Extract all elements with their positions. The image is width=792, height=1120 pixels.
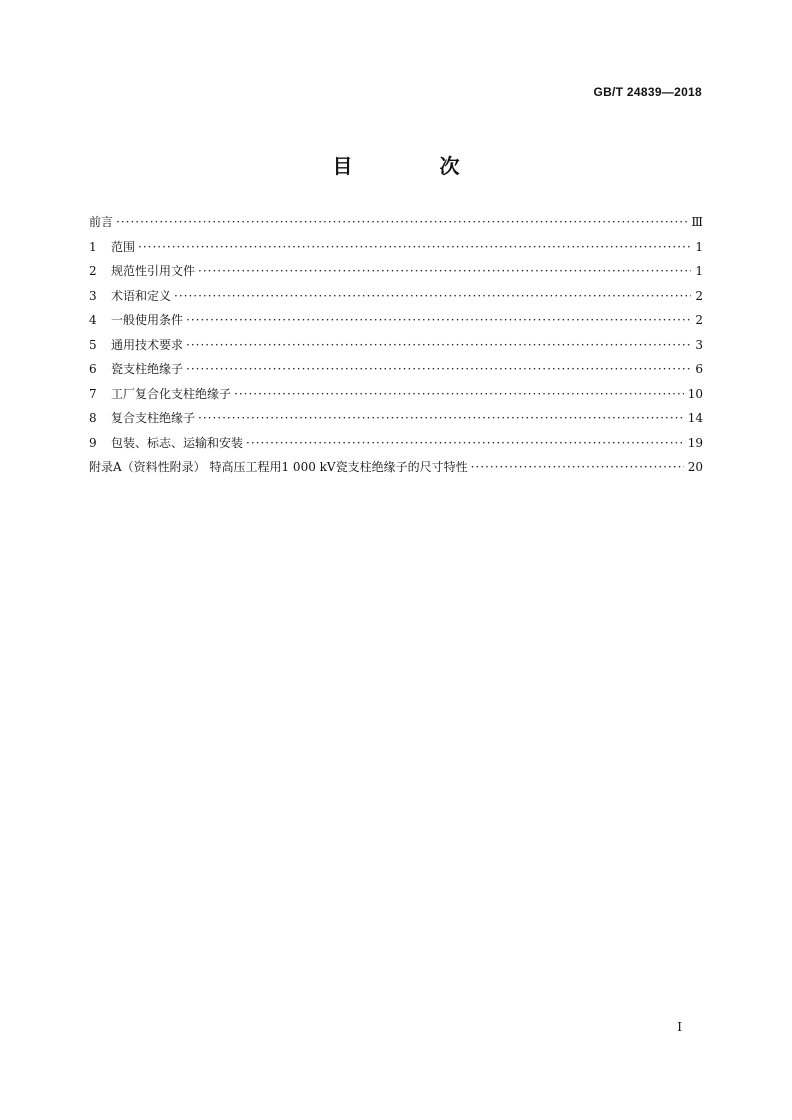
page-title: 目 次 [332,154,500,178]
toc-entry-factory-composite-insulators[interactable] [89,386,703,411]
toc-entry-number: 5 [89,337,97,352]
toc-entry-page: 14 [687,411,703,425]
toc-dot-leader [198,263,691,279]
toc-entry-label: 工厂复合化支柱绝缘子 [111,386,232,401]
toc-entry-label: 附录A（资料性附录） 特高压工程用1 000 kV瓷支柱绝缘子的尺寸特性 [89,460,468,474]
toc-entry-porcelain-insulators[interactable] [89,361,703,386]
toc-entry-label: 规范性引用文件 [111,264,196,278]
toc-dot-leader [186,312,691,328]
toc-dot-leader [138,239,691,255]
toc-entry-number: 1 [89,239,97,254]
toc-entry-page: 1 [695,264,703,278]
toc-entry-page: 19 [687,435,703,450]
toc-dot-leader [186,337,691,353]
toc-entry-number: 4 [89,313,97,327]
toc-entry-normative-references[interactable] [89,263,703,288]
toc-entry-number: 6 [89,362,97,376]
toc-entry-label: 通用技术要求 [111,337,184,352]
toc-dot-leader [234,386,684,402]
toc-entry-page: Ⅲ [691,215,703,229]
toc-entry-foreword[interactable] [89,214,703,239]
toc-entry-number: 9 [89,435,97,450]
toc-entry-appendix-a[interactable] [89,459,703,484]
toc-entry-label: 瓷支柱绝缘子 [111,362,184,376]
toc-dot-leader [246,435,684,451]
toc-entry-label: 术语和定义 [111,288,172,303]
toc-entry-number: 3 [89,288,97,303]
toc-entry-page: 20 [687,460,703,474]
toc-dot-leader [174,288,691,304]
toc-entry-page: 2 [695,313,703,327]
toc-entry-label: 一般使用条件 [111,313,184,327]
page-number: I [677,1020,682,1034]
toc-entry-page: 1 [695,239,703,254]
toc-entry-label: 复合支柱绝缘子 [111,411,196,425]
toc-entry-number: 2 [89,264,97,278]
toc-dot-leader [471,459,684,475]
toc-entry-general-conditions[interactable] [89,312,703,337]
toc-entry-composite-insulators[interactable] [89,410,703,435]
toc-entry-label: 包装、标志、运输和安装 [111,435,244,450]
toc-entry-page: 10 [687,386,703,401]
toc-entry-terms-definitions[interactable] [89,288,703,313]
toc-entry-label: 范围 [111,239,136,254]
toc-entry-packaging-installation[interactable] [89,435,703,460]
table-of-contents [89,214,703,484]
toc-entry-label: 前言 [89,215,114,229]
toc-entry-general-requirements[interactable] [89,337,703,362]
toc-entry-scope[interactable] [89,239,703,264]
toc-entry-page: 6 [695,362,703,376]
toc-entry-page: 2 [695,288,703,303]
toc-entry-number: 8 [89,411,97,425]
toc-entry-number: 7 [89,386,97,401]
toc-entry-page: 3 [695,337,703,352]
toc-dot-leader [186,361,691,377]
standard-number: GB/T 24839—2018 [593,85,702,99]
toc-dot-leader [198,410,684,426]
toc-dot-leader [116,214,687,230]
